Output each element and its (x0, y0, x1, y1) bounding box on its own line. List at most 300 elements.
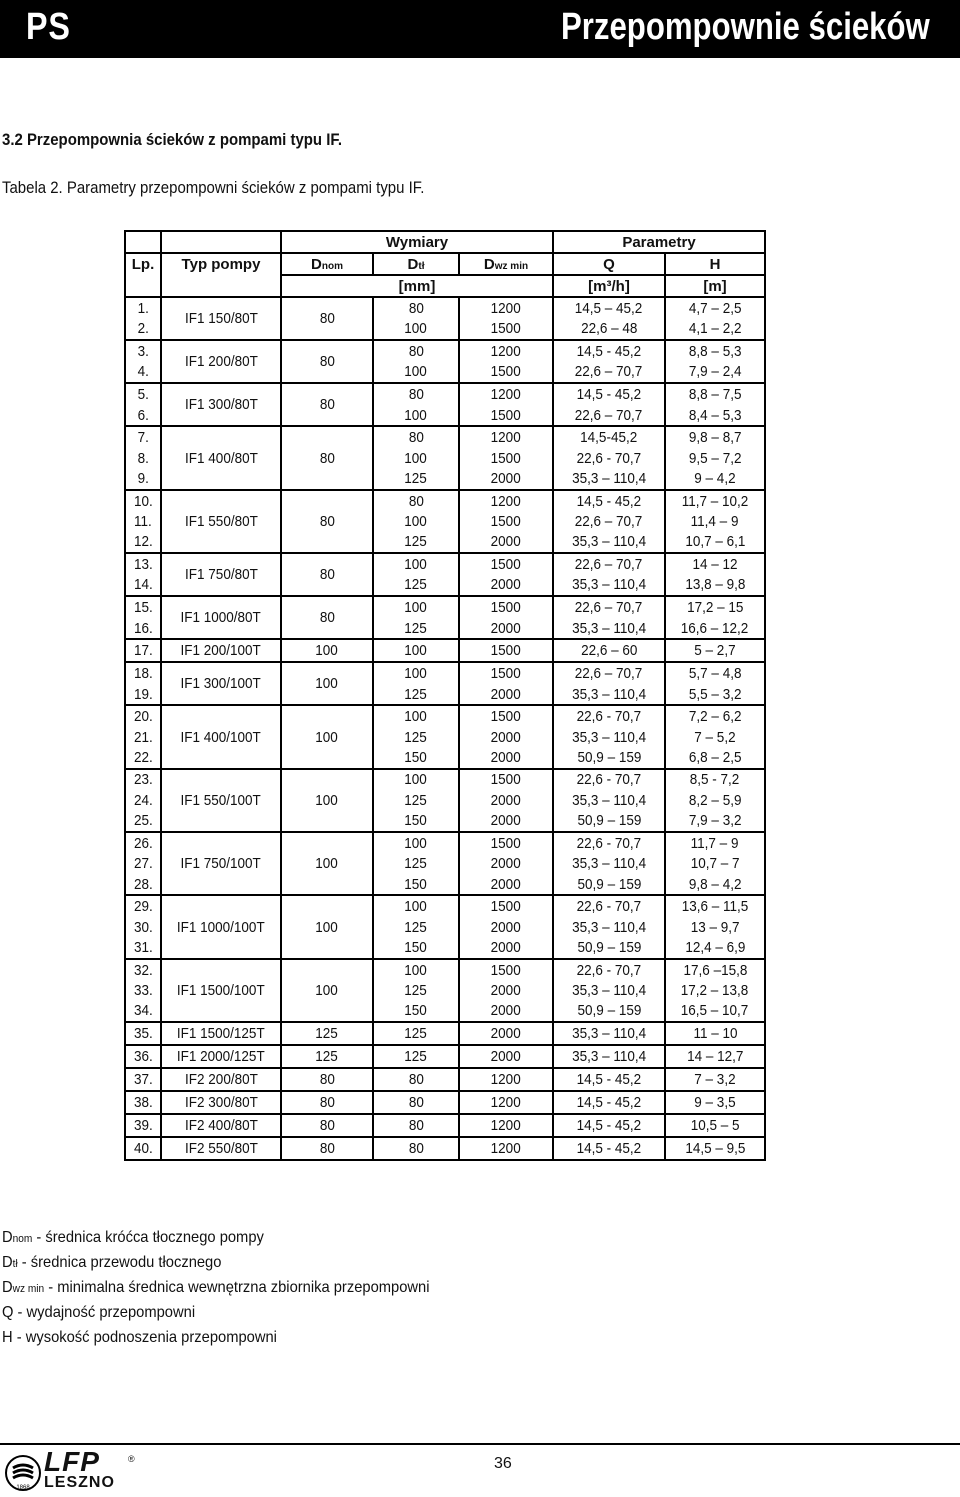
cell-h: 5,7 – 4,8 (688, 665, 742, 683)
legend-symbol: H (2, 1329, 13, 1346)
cell-lp: 11. (125, 511, 161, 531)
cell-lp: 36. (125, 1045, 161, 1068)
header-blank (161, 275, 281, 297)
cell-q: 22,6 – 60 (553, 639, 665, 662)
col-header-lp: Lp. (125, 253, 161, 275)
table-row (125, 553, 765, 575)
cell-dnom: 80 (281, 297, 373, 340)
cell-q: 22,6 - 70,7 (553, 705, 665, 727)
header-blank (125, 231, 161, 253)
cell-lp: 29. (125, 895, 161, 917)
cell-q: 35,3 – 110,4 (553, 917, 665, 937)
cell-lp: 37. (125, 1068, 161, 1091)
table-row (125, 705, 765, 727)
cell-lp: 10. (125, 490, 161, 512)
cell-dwz: 1500 (459, 553, 553, 575)
cell-lp: 9. (125, 468, 161, 490)
cell-lp: 18. (125, 662, 161, 684)
cell-dtl: 100 (373, 448, 459, 468)
header-blank (161, 231, 281, 253)
cell-h: 14 – 12,7 (665, 1045, 765, 1068)
cell-h: 10,7 – 7 (690, 855, 740, 873)
cell-dtl: 150 (373, 810, 459, 832)
cell-dwz: 1200 (459, 297, 553, 319)
cell-h: 8,5 - 7,2 (690, 771, 740, 789)
table-row (125, 1137, 765, 1160)
legend-text: - minimalna średnica wewnętrzna zbiornika przepompowni (44, 1279, 430, 1296)
cell-dtl: 100 (373, 705, 459, 727)
cell-dtl: 100 (373, 959, 459, 981)
cell-dtl: 125 (373, 1045, 459, 1068)
cell-q: 50,9 – 159 (553, 810, 665, 832)
header-blank (125, 275, 161, 297)
legend-symbol: Dwz min (2, 1279, 45, 1296)
cell-dtl: 100 (373, 319, 459, 341)
cell-q: 22,6 - 70,7 (553, 832, 665, 854)
cell-h: 11 – 10 (665, 1022, 765, 1045)
cell-dnom: 80 (281, 490, 373, 553)
cell-q: 14,5 - 45,2 (553, 383, 665, 405)
cell-dwz: 2000 (459, 980, 553, 1000)
table-row (125, 662, 765, 684)
cell-dtl: 100 (373, 662, 459, 684)
cell-q: 35,3 – 110,4 (553, 618, 665, 640)
cell-lp: 5. (125, 383, 161, 405)
cell-lp: 6. (125, 405, 161, 427)
cell-pump-type: IF1 1500/125T (161, 1022, 281, 1045)
col-header-h: H (665, 253, 765, 275)
cell-h: 10,7 – 6,1 (665, 532, 765, 554)
cell-h: 9,8 – 4,2 (665, 874, 765, 896)
col-header-typ: Typ pompy (161, 253, 281, 275)
header-code: PS (26, 6, 71, 48)
logo-year: 1868 (16, 1485, 30, 1491)
table-row (125, 1068, 765, 1091)
table-row (125, 1114, 765, 1137)
table-row (125, 959, 765, 981)
cell-h: 7,2 – 6,2 (688, 708, 742, 726)
cell-lp: 7. (125, 426, 161, 448)
cell-q: 22,6 – 48 (553, 319, 665, 341)
cell-q: 35,3 – 110,4 (553, 1045, 665, 1068)
cell-h: 9 – 3,5 (665, 1091, 765, 1114)
table-row (125, 832, 765, 854)
cell-dnom: 125 (281, 1045, 373, 1068)
cell-h: 9,8 – 8,7 (688, 429, 742, 447)
unit-h: [m] (665, 275, 765, 297)
cell-pump-type: IF1 2000/125T (161, 1045, 281, 1068)
col-header-dtl: Dtł (373, 253, 459, 275)
cell-dtl: 125 (373, 468, 459, 490)
cell-dwz: 2000 (459, 917, 553, 937)
cell-dwz: 1200 (459, 1068, 553, 1091)
cell-pump-type: IF1 1500/100T (161, 959, 281, 1022)
cell-dwz: 2000 (459, 747, 553, 769)
cell-q: 22,6 - 70,7 (553, 769, 665, 791)
cell-dtl: 100 (373, 511, 459, 531)
cell-dnom: 100 (281, 639, 373, 662)
cell-lp: 13. (125, 553, 161, 575)
cell-lp: 14. (125, 575, 161, 597)
cell-lp: 16. (125, 618, 161, 640)
cell-lp: 33. (125, 980, 161, 1000)
cell-pump-type: IF1 750/100T (161, 832, 281, 895)
cell-lp: 26. (125, 832, 161, 854)
cell-dnom: 100 (281, 705, 373, 768)
cell-dtl: 80 (373, 1091, 459, 1114)
cell-h: 17,2 – 13,8 (681, 981, 749, 999)
table-row (125, 639, 765, 662)
col-header-q: Q (553, 253, 665, 275)
cell-dnom: 80 (281, 1137, 373, 1160)
table-row (125, 340, 765, 362)
cell-q: 14,5 - 45,2 (553, 340, 665, 362)
cell-q: 35,3 – 110,4 (553, 980, 665, 1000)
table-row (125, 895, 765, 917)
cell-pump-type: IF2 300/80T (161, 1091, 281, 1114)
group-header-wymiary: Wymiary (281, 231, 553, 253)
cell-dtl: 100 (373, 553, 459, 575)
cell-dwz: 2000 (459, 854, 553, 874)
cell-pump-type: IF1 750/80T (161, 553, 281, 596)
cell-h: 7,9 – 3,2 (665, 810, 765, 832)
cell-dwz: 1200 (459, 383, 553, 405)
cell-dnom: 80 (281, 596, 373, 639)
table-row (125, 769, 765, 791)
cell-dtl: 100 (373, 832, 459, 854)
cell-dnom: 100 (281, 959, 373, 1022)
cell-dwz: 2000 (459, 874, 553, 896)
cell-dwz: 2000 (459, 937, 553, 959)
cell-h: 16,5 – 10,7 (665, 1001, 765, 1023)
cell-dwz: 1500 (459, 895, 553, 917)
cell-dwz: 2000 (459, 810, 553, 832)
cell-dtl: 80 (373, 1114, 459, 1137)
cell-dwz: 2000 (459, 684, 553, 706)
cell-dwz: 2000 (459, 790, 553, 810)
cell-dtl: 125 (373, 854, 459, 874)
cell-h: 16,6 – 12,2 (665, 618, 765, 640)
cell-dwz: 1500 (459, 959, 553, 981)
cell-pump-type: IF2 550/80T (161, 1137, 281, 1160)
cell-dnom: 125 (281, 1022, 373, 1045)
cell-dtl: 80 (373, 426, 459, 448)
cell-dtl: 125 (373, 618, 459, 640)
legend-item (2, 1276, 429, 1301)
cell-dnom: 80 (281, 1068, 373, 1091)
cell-dnom: 80 (281, 383, 373, 426)
cell-q: 22,6 – 70,7 (553, 362, 665, 384)
cell-dtl: 80 (373, 340, 459, 362)
cell-h: 9 – 4,2 (665, 468, 765, 490)
cell-lp: 4. (125, 362, 161, 384)
legend-item (2, 1301, 429, 1326)
cell-dwz: 1500 (459, 705, 553, 727)
page-number: 36 (494, 1455, 512, 1472)
cell-dnom: 80 (281, 1114, 373, 1137)
cell-q: 50,9 – 159 (553, 1001, 665, 1023)
cell-h: 4,7 – 2,5 (688, 299, 742, 317)
cell-q: 22,6 – 70,7 (553, 596, 665, 618)
cell-dnom: 100 (281, 895, 373, 958)
cell-q: 35,3 – 110,4 (553, 684, 665, 706)
cell-dnom: 100 (281, 832, 373, 895)
legend-text: - wydajność przepompowni (13, 1304, 196, 1321)
cell-dtl: 100 (373, 895, 459, 917)
cell-q: 35,3 – 110,4 (553, 1022, 665, 1045)
cell-q: 35,3 – 110,4 (553, 532, 665, 554)
cell-lp: 23. (125, 769, 161, 791)
table-row (125, 297, 765, 319)
cell-dtl: 100 (373, 362, 459, 384)
cell-q: 50,9 – 159 (553, 747, 665, 769)
cell-dtl: 125 (373, 532, 459, 554)
table-row (125, 1045, 765, 1068)
cell-q: 14,5-45,2 (553, 426, 665, 448)
cell-lp: 19. (125, 684, 161, 706)
cell-h: 13,6 – 11,5 (681, 898, 749, 916)
legend-item (2, 1251, 429, 1276)
table-row (125, 426, 765, 448)
cell-dtl: 100 (373, 405, 459, 427)
cell-dtl: 100 (373, 639, 459, 662)
cell-q: 22,6 – 70,7 (553, 511, 665, 531)
cell-q: 50,9 – 159 (553, 874, 665, 896)
section-title: 3.2 Przepompownia ścieków z pompami typu IF. (2, 130, 343, 149)
cell-h: 7 – 5,2 (694, 728, 736, 746)
cell-h: 14 – 12 (692, 555, 738, 573)
cell-dwz: 1200 (459, 1091, 553, 1114)
cell-q: 35,3 – 110,4 (553, 468, 665, 490)
legend-text: - średnica przewodu tłocznego (17, 1254, 222, 1271)
cell-lp: 12. (125, 532, 161, 554)
cell-lp: 21. (125, 727, 161, 747)
header-bar (0, 0, 960, 58)
cell-dnom: 80 (281, 1091, 373, 1114)
cell-dwz: 1500 (459, 662, 553, 684)
cell-dtl: 125 (373, 917, 459, 937)
cell-dtl: 125 (373, 790, 459, 810)
table-caption: Tabela 2. Parametry przepompowni ścieków z pompami typu IF. (2, 178, 425, 197)
cell-h: 6,8 – 2,5 (665, 747, 765, 769)
legend-item (2, 1326, 429, 1351)
cell-dwz: 1500 (459, 596, 553, 618)
cell-q: 22,6 – 70,7 (553, 553, 665, 575)
cell-lp: 34. (125, 1001, 161, 1023)
cell-lp: 25. (125, 810, 161, 832)
cell-dwz: 1500 (459, 362, 553, 384)
cell-dtl: 125 (373, 1022, 459, 1045)
cell-dwz: 1200 (459, 340, 553, 362)
cell-dwz: 1500 (459, 832, 553, 854)
cell-pump-type: IF1 400/100T (161, 705, 281, 768)
cell-dnom: 100 (281, 662, 373, 705)
cell-dwz: 2000 (459, 1001, 553, 1023)
unit-q: [m³/h] (553, 275, 665, 297)
cell-lp: 2. (125, 319, 161, 341)
cell-dwz: 2000 (459, 727, 553, 747)
cell-h: 13 – 9,7 (690, 918, 740, 936)
cell-dwz: 1500 (459, 511, 553, 531)
cell-dtl: 150 (373, 874, 459, 896)
cell-lp: 27. (125, 854, 161, 874)
cell-dtl: 125 (373, 684, 459, 706)
cell-dtl: 80 (373, 1068, 459, 1091)
company-logo (4, 1446, 135, 1496)
cell-dwz: 2000 (459, 1045, 553, 1068)
logo-emblem-icon (4, 1454, 42, 1492)
cell-pump-type: IF2 200/80T (161, 1068, 281, 1091)
cell-dwz: 2000 (459, 532, 553, 554)
cell-q: 35,3 – 110,4 (553, 727, 665, 747)
cell-h: 9,5 – 7,2 (688, 449, 742, 467)
cell-dnom: 80 (281, 553, 373, 596)
cell-lp: 24. (125, 790, 161, 810)
legend-symbol: Q (2, 1304, 14, 1321)
cell-pump-type: IF1 550/80T (161, 490, 281, 553)
cell-q: 14,5 – 45,2 (553, 297, 665, 319)
cell-pump-type: IF1 200/100T (161, 639, 281, 662)
cell-lp: 32. (125, 959, 161, 981)
table-row (125, 383, 765, 405)
cell-h: 14,5 – 9,5 (684, 1139, 746, 1157)
parameters-table (124, 230, 766, 1161)
cell-lp: 35. (125, 1022, 161, 1045)
cell-dtl: 100 (373, 596, 459, 618)
legend-text: - średnica króćca tłocznego pompy (32, 1229, 264, 1246)
cell-h: 12,4 – 6,9 (665, 937, 765, 959)
cell-lp: 22. (125, 747, 161, 769)
cell-lp: 40. (125, 1137, 161, 1160)
unit-mm: [mm] (281, 275, 553, 297)
cell-q: 14,5 - 45,2 (553, 490, 665, 512)
col-header-dnom: Dnom (281, 253, 373, 275)
cell-pump-type: IF1 1000/100T (161, 895, 281, 958)
cell-h: 8,2 – 5,9 (688, 791, 742, 809)
cell-dwz: 1500 (459, 769, 553, 791)
cell-lp: 8. (125, 448, 161, 468)
cell-dwz: 1200 (459, 426, 553, 448)
col-header-dwz: Dwz min (459, 253, 553, 275)
cell-dwz: 1500 (459, 639, 553, 662)
cell-dtl: 80 (373, 297, 459, 319)
cell-dtl: 80 (373, 383, 459, 405)
cell-dwz: 1200 (459, 1137, 553, 1160)
cell-q: 14,5 - 45,2 (553, 1114, 665, 1137)
table-row (125, 596, 765, 618)
table-row (125, 490, 765, 512)
cell-q: 14,5 - 45,2 (553, 1068, 665, 1091)
cell-q: 22,6 - 70,7 (553, 959, 665, 981)
cell-dtl: 80 (373, 490, 459, 512)
cell-dwz: 2000 (459, 575, 553, 597)
cell-pump-type: IF2 400/80T (161, 1114, 281, 1137)
cell-pump-type: IF1 300/80T (161, 383, 281, 426)
cell-h: 11,7 – 10,2 (681, 492, 749, 510)
legend-item (2, 1226, 429, 1251)
cell-dwz: 2000 (459, 468, 553, 490)
cell-h: 5 – 2,7 (665, 639, 765, 662)
cell-h: 5,5 – 3,2 (665, 684, 765, 706)
cell-lp: 31. (125, 937, 161, 959)
logo-city: LESZNO (44, 1474, 115, 1491)
logo-brand: LFP (44, 1446, 100, 1477)
cell-lp: 20. (125, 705, 161, 727)
footer-rule (0, 1443, 960, 1445)
cell-pump-type: IF1 550/100T (161, 769, 281, 832)
cell-h: 8,4 – 5,3 (665, 405, 765, 427)
table-row (125, 1091, 765, 1114)
cell-dtl: 100 (373, 769, 459, 791)
group-header-parametry: Parametry (622, 233, 696, 251)
legend-symbol: Dtł (2, 1254, 18, 1271)
cell-dwz: 1500 (459, 405, 553, 427)
cell-pump-type: IF1 1000/80T (161, 596, 281, 639)
cell-q: 22,6 - 70,7 (553, 448, 665, 468)
cell-pump-type: IF1 150/80T (161, 297, 281, 340)
cell-dtl: 125 (373, 980, 459, 1000)
cell-dwz: 1500 (459, 319, 553, 341)
cell-h: 17,2 – 15 (686, 598, 744, 616)
cell-lp: 30. (125, 917, 161, 937)
cell-h: 8,8 – 7,5 (688, 386, 742, 404)
cell-q: 22,6 – 70,7 (553, 662, 665, 684)
cell-q: 35,3 – 110,4 (553, 575, 665, 597)
legend-symbol: Dnom (2, 1229, 33, 1246)
cell-dnom: 80 (281, 426, 373, 489)
legend-text: - wysokość podnoszenia przepompowni (12, 1329, 277, 1346)
cell-q: 22,6 – 70,7 (553, 405, 665, 427)
legend (2, 1226, 467, 1351)
cell-h: 11,7 – 9 (691, 834, 739, 852)
cell-dtl: 80 (373, 1137, 459, 1160)
cell-q: 50,9 – 159 (553, 937, 665, 959)
cell-dwz: 1200 (459, 490, 553, 512)
cell-q: 22,6 - 70,7 (553, 895, 665, 917)
cell-lp: 39. (125, 1114, 161, 1137)
cell-lp: 1. (125, 297, 161, 319)
cell-dtl: 150 (373, 1001, 459, 1023)
cell-dtl: 150 (373, 747, 459, 769)
cell-dtl: 125 (373, 727, 459, 747)
cell-pump-type: IF1 300/100T (161, 662, 281, 705)
cell-h: 8,8 – 5,3 (688, 342, 742, 360)
cell-dtl: 125 (373, 575, 459, 597)
table-row (125, 1022, 765, 1045)
cell-dwz: 1500 (459, 448, 553, 468)
cell-h: 17,6 –15,8 (683, 961, 747, 979)
header-title: Przepompownie ścieków (561, 6, 930, 48)
cell-dtl: 150 (373, 937, 459, 959)
cell-q: 35,3 – 110,4 (553, 790, 665, 810)
cell-q: 35,3 – 110,4 (553, 854, 665, 874)
cell-lp: 17. (125, 639, 161, 662)
cell-lp: 38. (125, 1091, 161, 1114)
cell-dnom: 100 (281, 769, 373, 832)
cell-q: 14,5 - 45,2 (553, 1137, 665, 1160)
cell-lp: 3. (125, 340, 161, 362)
cell-dwz: 2000 (459, 1022, 553, 1045)
cell-h: 13,8 – 9,8 (665, 575, 765, 597)
cell-dnom: 80 (281, 340, 373, 383)
cell-h: 10,5 – 5 (665, 1114, 765, 1137)
cell-pump-type: IF1 400/80T (161, 426, 281, 489)
cell-pump-type: IF1 200/80T (161, 340, 281, 383)
cell-h: 7 – 3,2 (665, 1068, 765, 1091)
cell-dwz: 2000 (459, 618, 553, 640)
logo-registered: ® (128, 1454, 135, 1464)
cell-h: 7,9 – 2,4 (665, 362, 765, 384)
